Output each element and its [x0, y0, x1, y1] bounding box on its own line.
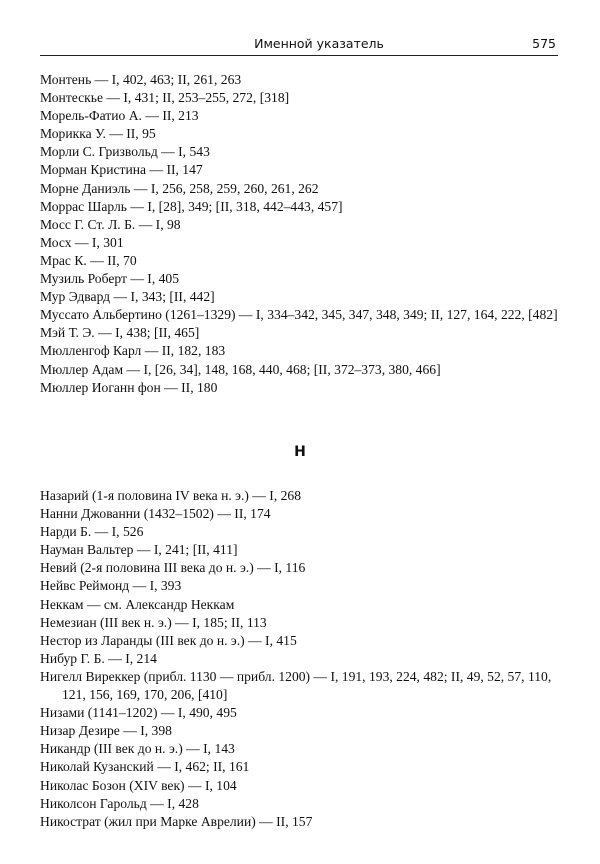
index-entry: [40, 270, 562, 288]
index-entry-text: Морикка У. — II, 95: [40, 126, 156, 142]
index-entry-text: Мур Эдвард — I, 343; [II, 442]: [40, 289, 215, 305]
index-entry-text: Науман Вальтер — I, 241; [II, 411]: [40, 542, 238, 558]
index-entry: [40, 577, 562, 595]
index-entry-text: Немезиан (III век н. э.) — I, 185; II, 113: [40, 614, 267, 630]
index-list-n: [40, 487, 562, 831]
index-entry: [40, 541, 562, 559]
index-entry-text: Моррас Шарль — I, [28], 349; [II, 318, 442–443, 457]: [40, 198, 343, 214]
index-entry: [40, 252, 562, 270]
index-entry-text: Монтескье — I, 431; II, 253–255, 272, [318]: [40, 90, 290, 106]
index-entry-text: Невий (2-я половина III века до н. э.) — I, 116: [40, 560, 306, 576]
index-entry-text: Неккам — см. Александр Неккам: [40, 596, 235, 612]
index-entry-text: Нанни Джованни (1432–1502) — II, 174: [40, 506, 271, 522]
index-entry: [40, 668, 562, 704]
index-entry-text: Никострат (жил при Марке Аврелии) — II, 157: [40, 813, 313, 829]
index-entry-text: Мэй Т. Э. — I, 438; [II, 465]: [40, 325, 200, 341]
index-entry-text: Морне Даниэль — I, 256, 258, 259, 260, 261, 262: [40, 180, 319, 196]
index-entry: [40, 559, 562, 577]
index-entry-text: Николсон Гарольд — I, 428: [40, 795, 199, 811]
index-entry-text: Нибур Г. Б. — I, 214: [40, 650, 157, 666]
index-entry: [40, 758, 562, 776]
index-entry-text: Морли С. Гризвольд — I, 543: [40, 144, 210, 160]
index-entry: [40, 324, 562, 342]
index-entry: [40, 71, 562, 89]
index-entry: [40, 523, 562, 541]
index-entry: [40, 125, 562, 143]
index-entry-text: Морман Кристина — II, 147: [40, 162, 203, 178]
index-entry: [40, 234, 562, 252]
index-entry-text: Мюллер Адам — I, [26, 34], 148, 168, 440, 468; [II, 372–373, 380, 466]: [40, 361, 441, 377]
index-entry-text: Николай Кузанский — I, 462; II, 161: [40, 759, 250, 775]
index-entry: [40, 89, 562, 107]
index-entry: [40, 288, 562, 306]
index-entry: [40, 379, 562, 397]
index-entry: [40, 777, 562, 795]
running-header: [40, 35, 558, 56]
index-entry: [40, 361, 562, 379]
index-entry-text: Морель-Фатио А. — II, 213: [40, 108, 199, 124]
index-entry: [40, 650, 562, 668]
index-entry: [40, 306, 562, 324]
index-entry: [40, 722, 562, 740]
index-entry: [40, 180, 562, 198]
index-entry-text: Низами (1141–1202) — I, 490, 495: [40, 705, 237, 721]
index-entry: [40, 198, 562, 216]
index-entry-text: Мюлленгоф Карл — II, 182, 183: [40, 343, 226, 359]
index-entry-text: Музиль Роберт — I, 405: [40, 271, 180, 287]
index-entry-text: Муссато Альбертино (1261–1329) — I, 334–342, 345, 347, 348, 349; II, 127, 164, 222, [482]: [40, 307, 558, 323]
index-entry: [40, 487, 562, 505]
index-entry-text: Низар Дезире — I, 398: [40, 723, 172, 739]
index-entry-text: Нарди Б. — I, 526: [40, 524, 144, 540]
section-letter-heading: Н: [294, 444, 306, 460]
index-entry-text: Нестор из Ларанды (III век до н. э.) — I, 415: [40, 632, 297, 648]
index-entry: [40, 795, 562, 813]
index-entry-text: Монтень — I, 402, 463; II, 261, 263: [40, 72, 242, 87]
index-entry-text: Мосх — I, 301: [40, 234, 124, 250]
index-entry-text: Нигелл Виреккер (прибл. 1130 — прибл. 1200) — I, 191, 193, 224, 482; II, 49, 52, 57, 110, 121, 156, 169, 170, 206, [410]: [40, 668, 552, 703]
index-entry: [40, 216, 562, 234]
index-entry: [40, 107, 562, 125]
index-entry: [40, 596, 562, 614]
index-entry-text: Мрас К. — II, 70: [40, 252, 137, 268]
index-entry: [40, 704, 562, 722]
index-list-m: [40, 71, 562, 397]
running-title: Именной указатель: [254, 36, 384, 51]
index-entry-text: Мосс Г. Ст. Л. Б. — I, 98: [40, 216, 181, 232]
index-entry-text: Мюллер Иоганн фон — II, 180: [40, 379, 218, 395]
index-entry-text: Никандр (III век до н. э.) — I, 143: [40, 741, 235, 757]
index-entry: [40, 161, 562, 179]
index-entry: [40, 740, 562, 758]
index-entry: [40, 342, 562, 360]
index-entry-text: Нейвс Реймонд — I, 393: [40, 578, 182, 594]
index-entry: [40, 143, 562, 161]
page-number: 575: [532, 36, 556, 51]
index-entry-text: Николас Бозон (XIV век) — I, 104: [40, 777, 237, 793]
index-entry: [40, 632, 562, 650]
index-entry: [40, 813, 562, 831]
index-entry-text: Назарий (1-я половина IV века н. э.) — I, 268: [40, 488, 302, 503]
index-entry: [40, 614, 562, 632]
index-entry: [40, 505, 562, 523]
